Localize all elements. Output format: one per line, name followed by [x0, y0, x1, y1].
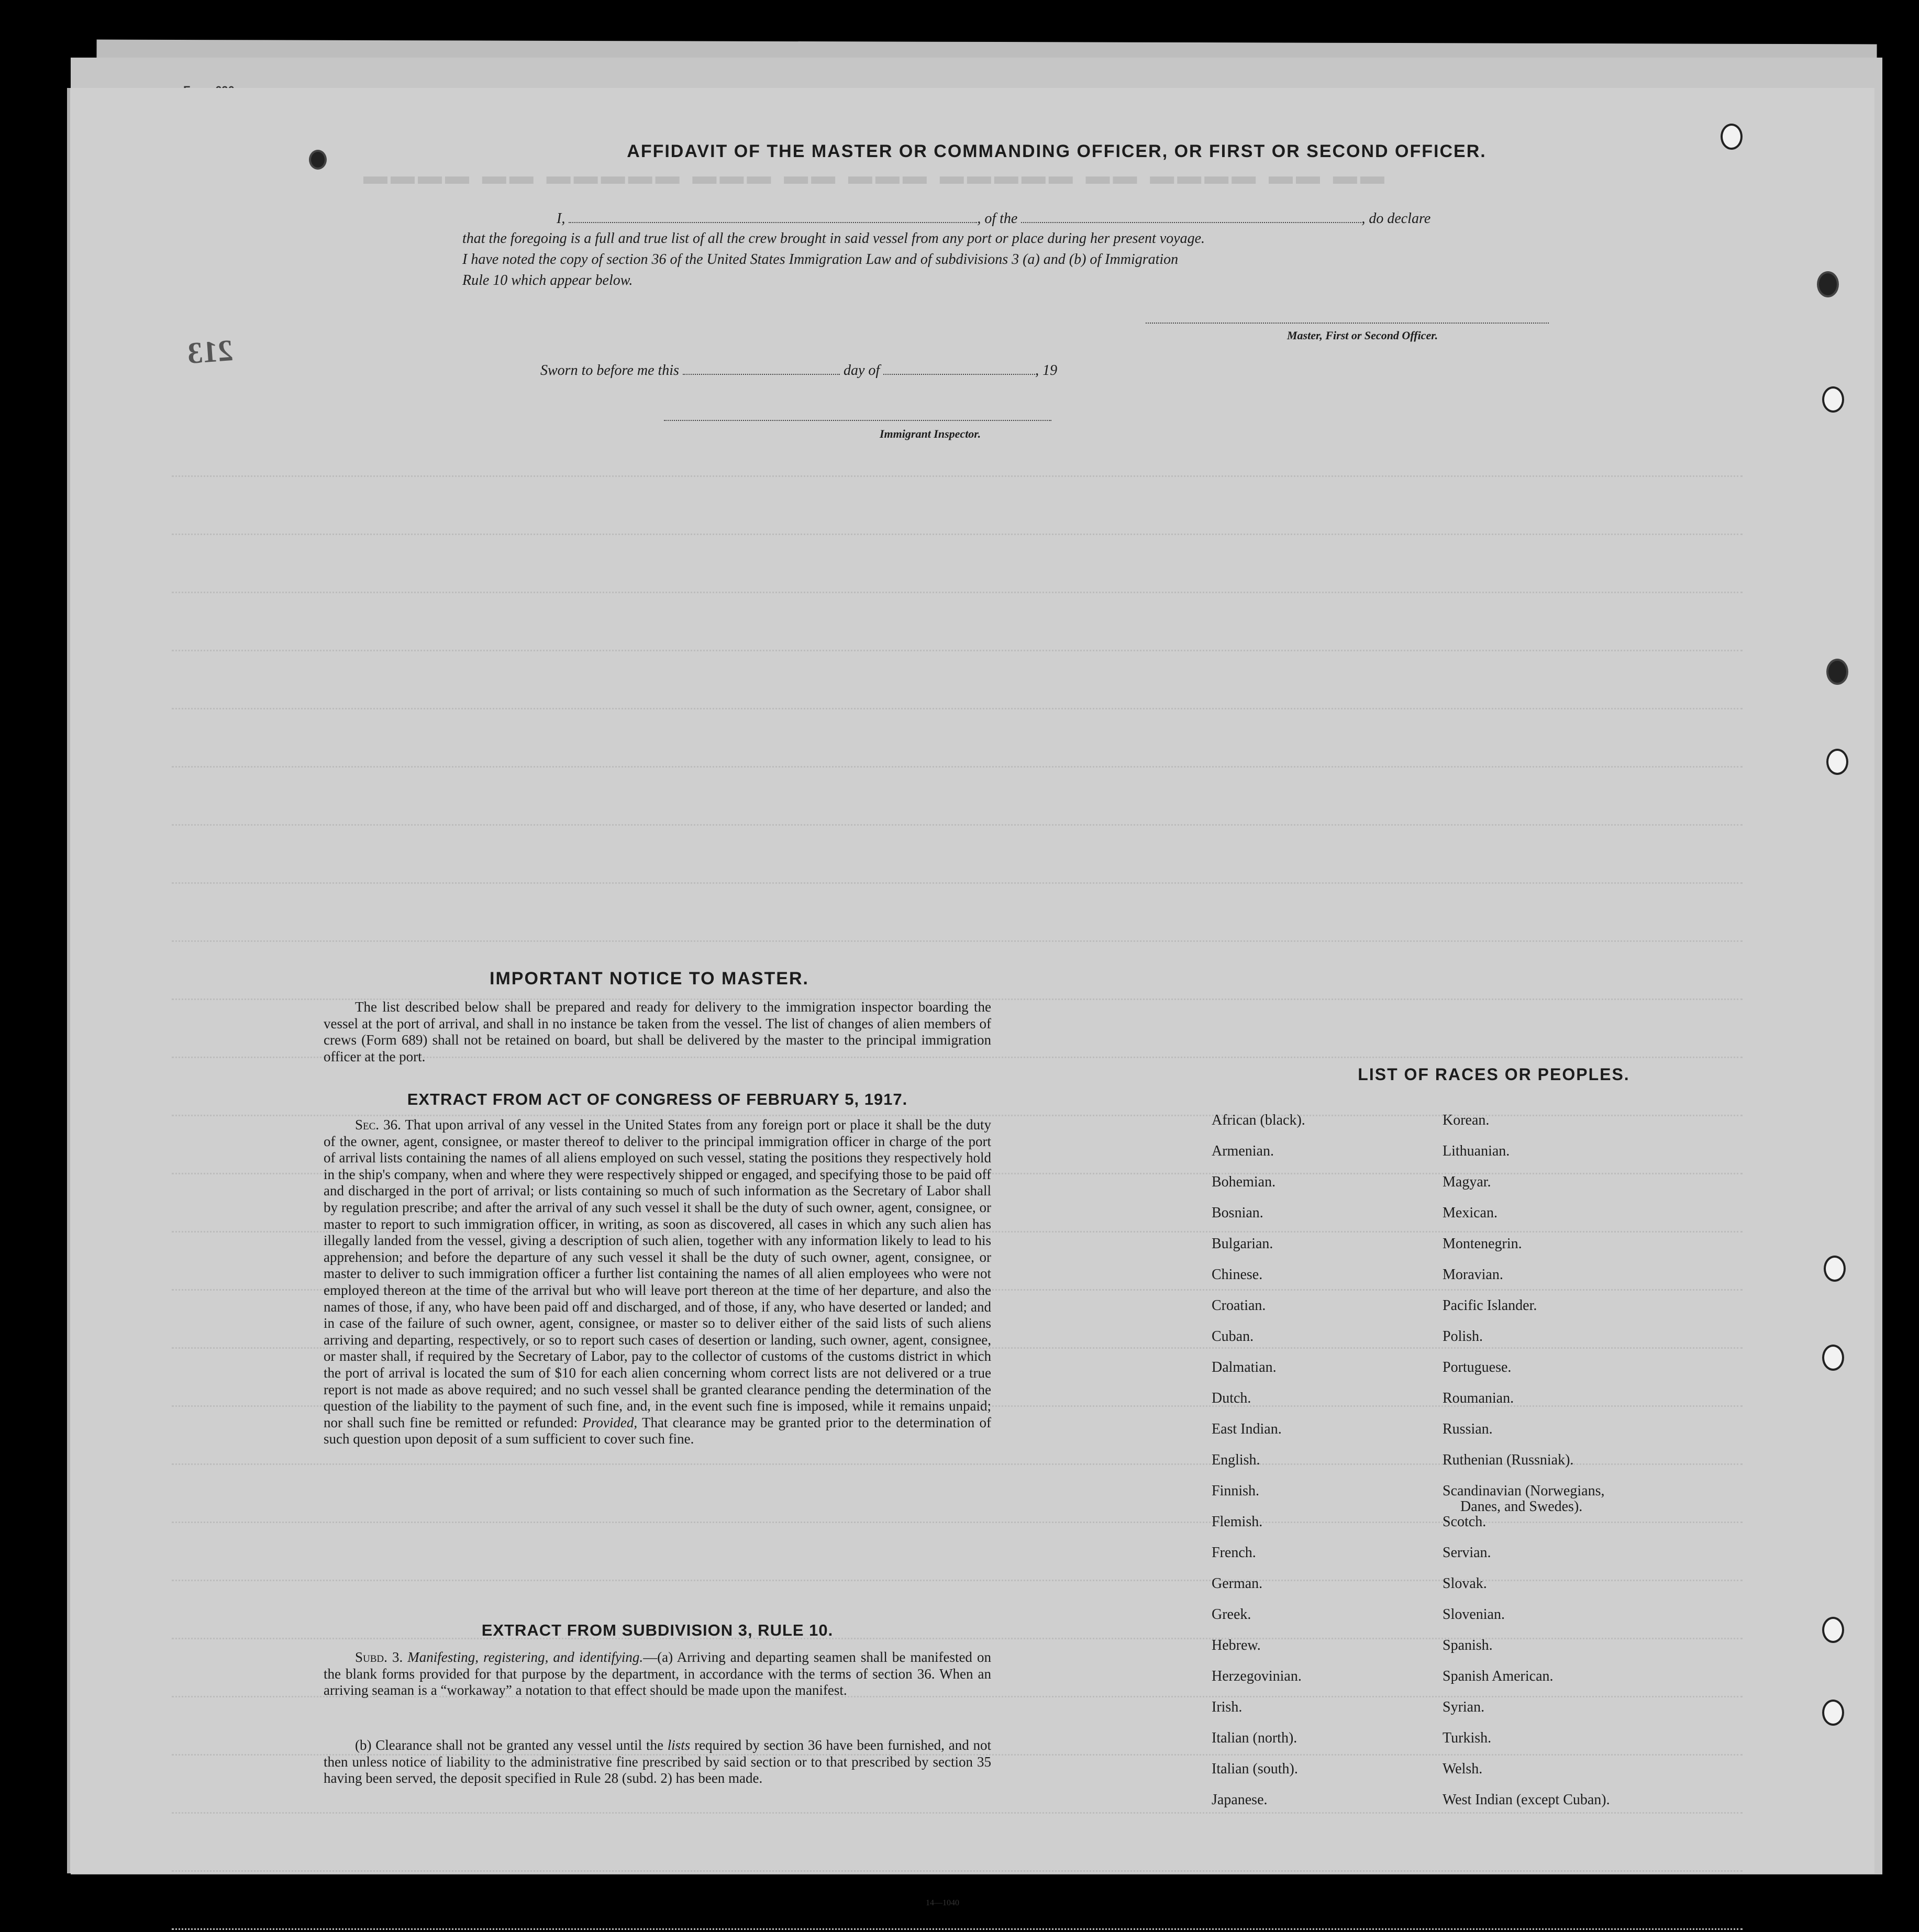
- affidavit-line-4: Rule 10 which appear below.: [462, 272, 633, 288]
- proviso-text: That clearance may be granted prior to the determination of such question upon deposit of a sum sufficient to cover such fine.: [324, 1414, 992, 1447]
- races-title: LIST OF RACES OR PEOPLES.: [1358, 1065, 1630, 1084]
- sworn-prefix: Sworn to before me this: [540, 362, 679, 379]
- race-item: Welsh.: [1443, 1761, 1483, 1777]
- do-declare-label: , do declare: [1361, 210, 1431, 227]
- rule-extract-para-a: [324, 1649, 991, 1699]
- bleed-through-row: [172, 766, 1743, 770]
- punch-hole: [1822, 1345, 1844, 1371]
- race-item: Bohemian.: [1212, 1174, 1276, 1190]
- race-item: Greek.: [1212, 1606, 1251, 1623]
- act-extract-title: EXTRACT FROM ACT OF CONGRESS OF FEBRUARY 5, 1917.: [407, 1090, 908, 1108]
- race-item: Danes, and Swedes).: [1460, 1498, 1583, 1515]
- race-item: Russian.: [1443, 1421, 1493, 1437]
- race-item: Bulgarian.: [1212, 1236, 1273, 1252]
- bleed-through-row: [172, 882, 1743, 886]
- punch-hole: [1721, 124, 1743, 150]
- race-item: Scotch.: [1443, 1514, 1487, 1530]
- race-item: West Indian (except Cuban).: [1443, 1792, 1610, 1808]
- race-item: Italian (south).: [1212, 1761, 1298, 1777]
- bleed-through-row: [172, 824, 1743, 828]
- race-item: Roumanian.: [1443, 1390, 1514, 1406]
- vessel-blank: [1021, 209, 1361, 223]
- notice-body: The list described below shall be prepared and ready for delivery to the immigration inspector boarding the vessel at the port of arrival, and shall in no instance be taken from the vessel. The list of changes of alien members of crews (Form 689) shall not be retained on board, but shall be delivered by the master to the principal immigration officer at the port.: [324, 999, 991, 1064]
- punch-hole: [1822, 1700, 1844, 1726]
- race-item: French.: [1212, 1545, 1256, 1561]
- race-item: African (black).: [1212, 1112, 1305, 1128]
- document-page: [67, 88, 1874, 1907]
- race-item: Flemish.: [1212, 1514, 1263, 1530]
- act-extract-body: [324, 1117, 991, 1448]
- name-blank: [569, 209, 977, 223]
- para-b-rest: required by section 36 have been furnished, and not then unless notice of liability to the administrative fine prescribed by said section or to that prescribed by section 35 having been served, the deposit specified in Rule 28 (subd. 2) has been made.: [324, 1737, 992, 1786]
- punch-hole: [1826, 659, 1848, 685]
- stamp-number: 213: [186, 333, 235, 370]
- race-item: Hebrew.: [1212, 1637, 1261, 1653]
- bleed-through-row: [172, 1522, 1743, 1525]
- affidavit-line-3: I have noted the copy of section 36 of the United States Immigration Law and of subdivisions 3 (a) and (b) of Immigration: [462, 251, 1179, 268]
- race-item: Magyar.: [1443, 1174, 1491, 1190]
- bleed-through-row: [172, 940, 1743, 944]
- punch-hole: [1826, 749, 1848, 775]
- race-item: Slovak.: [1443, 1575, 1487, 1592]
- race-item: Spanish.: [1443, 1637, 1493, 1653]
- race-item: Japanese.: [1212, 1792, 1268, 1808]
- page-edge: [67, 88, 70, 1873]
- race-item: East Indian.: [1212, 1421, 1282, 1437]
- subd-label: Subd. 3.: [355, 1649, 403, 1665]
- race-item: Lithuanian.: [1443, 1143, 1510, 1159]
- bleed-through-row: [172, 1870, 1743, 1874]
- section-label: Sec. 36.: [355, 1117, 401, 1132]
- race-item: Dalmatian.: [1212, 1359, 1277, 1375]
- race-item: Bosnian.: [1212, 1205, 1263, 1221]
- sworn-month-blank: [883, 361, 1035, 375]
- bleed-through-row: [172, 1928, 1743, 1932]
- race-item: Syrian.: [1443, 1699, 1485, 1715]
- section-text: That upon arrival of any vessel in the United States from any foreign port or place it shall be the duty of the owner, agent, consignee, or master thereof to deliver to the principal immigration officer in charge of the port of arrival lists containing the names of all aliens employed on such vessel, stating the positions they respectively hold in the ship's company, when and where they were respectively shipped or engaged, and specifying those to be paid off and discharged in the port of arrival; or lists containing so much of such information as the Secretary of Labor shall by regulation prescribe; and after the arrival of any such vessel it shall be the duty of such owner, agent, consignee, or master to report to such immigration officer, in writing, as soon as discovered, all cases in which any such alien has illegally landed from the vessel, giving a description of such alien, together with any information likely to lead to his apprehension; and before the departure of any such vessel it shall be the duty of such owner, agent, consignee, or master to deliver to such immigration officer a further list containing the names of all alien employees who were not employed thereon at the time of the arrival but who will leave port thereon at the time of her departure, and also the names of those, if any, who have been paid off and discharged, and of those, if any, who have deserted or landed; and in case of the failure of such owner, agent, consignee, or master so to deliver either of the said lists of such aliens arriving and departing, respectively, or so to report such cases of desertion or landing, such owner, agent, consignee, or master shall, if required by the Secretary of Labor, pay to the collector of customs of the customs district in which the port of arrival is located the sum of $10 for each alien concerning whom correct lists are not delivered or a true report is not made as above required; and no such vessel shall be granted clearance pending the determination of the question of the liability to the payment of such fine, and, in the event such fine is imposed, while it remains unpaid; nor shall such fine be remitted or refunded:: [324, 1117, 992, 1430]
- race-item: Turkish.: [1443, 1730, 1492, 1746]
- race-item: Portuguese.: [1443, 1359, 1512, 1375]
- of-the-label: , of the: [977, 210, 1018, 227]
- race-item: Slovenian.: [1443, 1606, 1505, 1623]
- punch-hole: [1822, 386, 1844, 413]
- race-item: Pacific Islander.: [1443, 1297, 1537, 1314]
- sworn-day-blank: [683, 361, 840, 375]
- signature-caption: Master, First or Second Officer.: [1287, 329, 1438, 342]
- punch-hole: [1822, 1617, 1844, 1643]
- inspector-caption: Immigrant Inspector.: [880, 427, 981, 440]
- race-item: Finnish.: [1212, 1483, 1260, 1499]
- subd-para-a: —(a) Arriving and departing seamen shall be manifested on the blank forms provided for that purpose by the department, in accordance with the terms of section 36. When an arriving seaman is a “workaway” a notation to that effect should be made upon the manifest.: [324, 1649, 991, 1698]
- race-item: Ruthenian (Russniak).: [1443, 1452, 1574, 1468]
- race-item: Irish.: [1212, 1699, 1243, 1715]
- bleed-through-row: [172, 1580, 1743, 1583]
- race-item: Moravian.: [1443, 1267, 1503, 1283]
- inspector-signature-line: [664, 407, 1051, 421]
- bleed-through-row: [172, 534, 1743, 537]
- race-item: English.: [1212, 1452, 1260, 1468]
- affidavit-title: AFFIDAVIT OF THE MASTER OR COMMANDING OFFICER, OR FIRST OR SECOND OFFICER.: [627, 141, 1487, 161]
- affidavit-line-2: that the foregoing is a full and true list of all the crew brought in said vessel from any port or place during her present voyage.: [462, 230, 1205, 247]
- race-item: Herzegovinian.: [1212, 1668, 1302, 1684]
- race-item: Korean.: [1443, 1112, 1490, 1128]
- bleed-through-row: [172, 1812, 1743, 1816]
- bleed-through-row: [172, 475, 1743, 479]
- para-b-lists: lists: [667, 1737, 691, 1753]
- race-item: Dutch.: [1212, 1390, 1251, 1406]
- subd-heading: Manifesting, registering, and identifying.: [407, 1649, 644, 1665]
- race-item: Scandinavian (Norwegians,: [1443, 1483, 1605, 1499]
- race-item: Servian.: [1443, 1545, 1491, 1561]
- para-b-prefix: (b) Clearance shall not be granted any vessel until the: [355, 1737, 663, 1753]
- sworn-day-of-label: day of: [843, 362, 880, 379]
- rule-extract-title: EXTRACT FROM SUBDIVISION 3, RULE 10.: [481, 1621, 834, 1639]
- affidavit-i-label: I,: [557, 210, 565, 227]
- race-item: German.: [1212, 1575, 1263, 1592]
- race-item: Cuban.: [1212, 1328, 1254, 1345]
- race-item: Chinese.: [1212, 1267, 1263, 1283]
- race-item: Polish.: [1443, 1328, 1483, 1345]
- punch-hole: [1824, 1256, 1846, 1282]
- bleed-through-title: ▬▬ ▬▬ ▬▬▬▬ ▬▬ ▬▬▬▬▬ ▬▬▬ ▬▬ ▬▬▬ ▬▬▬▬▬ ▬▬ ▬▬▬▬: [360, 162, 1384, 189]
- race-item: Mexican.: [1443, 1205, 1498, 1221]
- race-item: Armenian.: [1212, 1143, 1274, 1159]
- sworn-year-label: , 19: [1035, 362, 1058, 379]
- notice-title: IMPORTANT NOTICE TO MASTER.: [490, 969, 809, 989]
- race-item: Croatian.: [1212, 1297, 1266, 1314]
- punch-hole: [1817, 271, 1839, 297]
- bleed-through-row: [172, 650, 1743, 653]
- punch-hole: [309, 150, 327, 170]
- affidavit-declaration-line: [557, 209, 1430, 227]
- bleed-through-row: [172, 708, 1743, 712]
- bleed-through-row: [172, 592, 1743, 595]
- proviso-word: Provided,: [582, 1414, 638, 1430]
- signature-line: [1146, 310, 1549, 324]
- race-item: Italian (north).: [1212, 1730, 1297, 1746]
- race-item: Montenegrin.: [1443, 1236, 1522, 1252]
- race-item: Spanish American.: [1443, 1668, 1554, 1684]
- sworn-line: [540, 361, 1057, 379]
- form-print-code: 14—1040: [926, 1898, 959, 1907]
- rule-extract-para-b: [324, 1737, 991, 1787]
